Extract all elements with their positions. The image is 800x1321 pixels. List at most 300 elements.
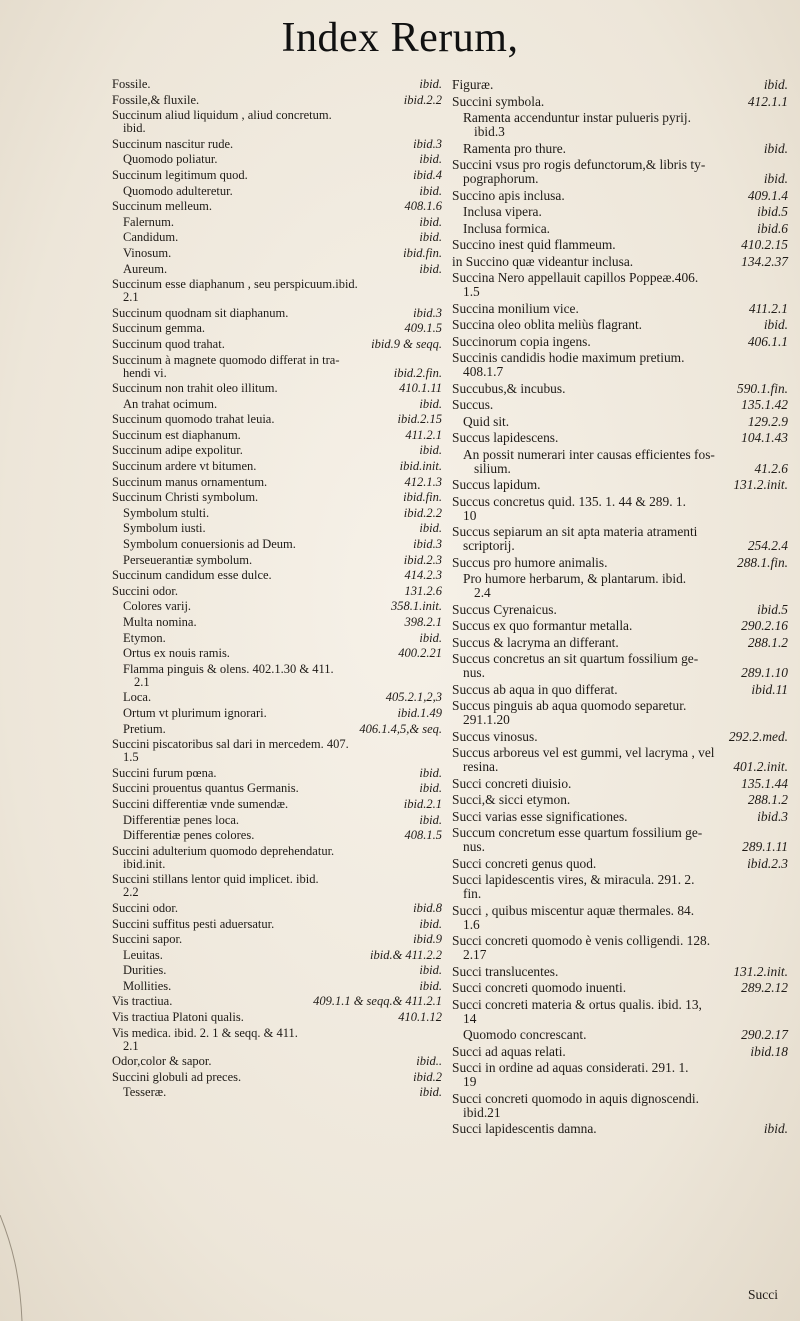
page-reference: 410.1.12 [398, 1010, 442, 1025]
page-reference: 408.1.6 [404, 199, 442, 214]
page-reference: 290.2.17 [741, 1027, 788, 1042]
page-reference: 414.2.3 [404, 568, 442, 583]
entry-text: Succinum melleum. [112, 199, 212, 214]
page-reference: ibid.4 [413, 167, 442, 182]
index-entry [452, 699, 788, 727]
page-reference: ibid.& 411.2.2 [370, 947, 442, 962]
index-entry [112, 814, 442, 827]
entry-text: Succinum quomodo trahat leuia. [112, 412, 275, 427]
index-entry [452, 525, 788, 553]
entry-text: Vinosum. [123, 245, 172, 260]
index-entry [112, 738, 442, 764]
entry-text: An trahat ocimum. [123, 396, 218, 411]
index-entry [452, 793, 788, 807]
entry-text: Succi concreti quomodo è venis colligendi. 128. [452, 933, 711, 948]
entry-text: Vis tractiua. [112, 994, 173, 1009]
page-reference: 410.2.15 [741, 237, 788, 252]
page-reference: ibid.. [416, 1054, 442, 1069]
page-reference: ibid. [419, 765, 442, 780]
entry-text: Inclusa vipera. [463, 204, 542, 219]
page-reference: 412.1.1 [747, 93, 788, 109]
index-entry [112, 169, 442, 182]
entry-text: Differentiæ penes colores. [123, 828, 255, 843]
index-entry [112, 647, 442, 660]
entry-continuation: 2.2 [123, 885, 139, 900]
entry-text: Figuræ. [452, 77, 494, 92]
entry-continuation: nus. [463, 665, 485, 680]
entry-continuation: nus. [463, 839, 485, 854]
page-reference: 292.2.med. [728, 728, 788, 744]
page-reference: ibid.9 & seqq. [371, 336, 442, 351]
entry-text: Quomodo concrescant. [463, 1027, 587, 1042]
entry-text: Succus concretus quid. 135. 1. 44 & 289. 1. [452, 493, 686, 509]
page-reference: 288.1.2 [747, 634, 788, 650]
entry-continuation: 1.6 [463, 916, 480, 932]
entry-text: Succini piscatoribus sal dari in mercedem. 407. [112, 737, 349, 752]
entry-text: Falernum. [123, 214, 175, 229]
page-reference: ibid.3 [413, 305, 442, 320]
entry-text: Succus pro humore animalis. [452, 554, 608, 570]
page-reference: 290.2.16 [741, 618, 788, 633]
page-reference: ibid.3 [413, 136, 442, 151]
page-reference: 289.1.10 [741, 665, 788, 680]
index-entry [112, 444, 442, 457]
index-entry [452, 302, 788, 316]
entry-text: Succina monilium vice. [452, 300, 579, 316]
index-entry [452, 603, 788, 617]
index-entry [112, 153, 442, 166]
entry-text: Quid sit. [463, 413, 510, 429]
page-title: Index Rerum, [281, 15, 519, 61]
entry-text: Succinum gemma. [112, 321, 206, 336]
index-entry [112, 995, 442, 1008]
page-reference: ibid. [419, 781, 442, 796]
page-reference: 411.2.1 [405, 427, 442, 442]
index-entry [112, 398, 442, 411]
entry-text: Multa nomina. [123, 615, 197, 629]
entry-text: Tesseræ. [123, 1085, 167, 1100]
index-entry [452, 448, 788, 476]
page-reference: ibid. [419, 916, 442, 931]
entry-text: Succi translucentes. [452, 963, 559, 979]
index-entry [452, 746, 788, 774]
index-entry [112, 554, 442, 567]
page-reference: 412.1.3 [404, 474, 442, 489]
index-entry [452, 981, 788, 995]
index-entry [112, 185, 442, 198]
index-entry [112, 933, 442, 946]
index-entry [112, 902, 442, 915]
entry-text: Succi lapidescentis damna. [452, 1121, 597, 1136]
index-entry [112, 616, 442, 629]
page-reference: ibid.5 [757, 601, 788, 617]
index-entry [112, 691, 442, 704]
index-entry [452, 1092, 788, 1120]
page-reference: 135.1.44 [741, 775, 788, 791]
entry-text: Succina oleo oblita meliùs flagrant. [452, 317, 643, 332]
index-entry [452, 255, 788, 269]
entry-text: Succini symbola. [452, 93, 545, 109]
index-entry [452, 652, 788, 680]
index-entry [452, 934, 788, 962]
page-reference: 401.2.init. [733, 759, 788, 774]
index-entry [112, 354, 442, 380]
index-entry [452, 78, 788, 92]
entry-text: Succini adulterium quomodo deprehendatur. [112, 843, 335, 858]
page-reference: ibid. [419, 261, 442, 276]
entry-text: Vis medica. ibid. 2. 1 & seqq. & 411. [112, 1025, 298, 1040]
page-reference: ibid.fin. [403, 245, 442, 260]
index-entry [112, 632, 442, 645]
index-entry [112, 845, 442, 871]
page-reference: ibid.5 [757, 204, 788, 219]
index-entry [112, 723, 442, 736]
index-entry [112, 231, 442, 244]
index-entry [452, 158, 788, 186]
page-reference: ibid.fin. [403, 490, 442, 505]
page-reference: 131.2.init. [733, 963, 788, 979]
index-entry [112, 94, 442, 107]
entry-text: Succus concretus an sit quartum fossilium ge- [452, 651, 699, 666]
page-reference: ibid.3 [413, 537, 442, 552]
entry-text: Succi in ordine ad aquas considerati. 291. 1. [452, 1060, 689, 1075]
page-reference: ibid. [419, 812, 442, 827]
entry-continuation: hendi vi. [123, 365, 167, 380]
entry-text: Succinis candidis hodie maximum pretium. [452, 350, 685, 365]
page-reference: 131.2.6 [404, 583, 442, 598]
entry-text: Succi , quibus miscentur aquæ thermales. 84. [452, 902, 695, 918]
index-entry [452, 965, 788, 979]
entry-text: Succinorum copia ingens. [452, 333, 591, 349]
entry-text: Succi,& sicci etymon. [452, 792, 571, 807]
page-reference: 254.2.4 [747, 538, 788, 553]
page-reference: 409.1.1 & seqq.& 411.2.1 [313, 994, 442, 1009]
entry-text: Succus. [452, 397, 494, 412]
entry-continuation: 19 [463, 1074, 477, 1089]
page-reference: 398.2.1 [404, 615, 442, 629]
page-reference: ibid. [419, 630, 442, 645]
page-reference: ibid.6 [757, 220, 788, 236]
index-entry [452, 111, 788, 139]
page-reference: ibid. [419, 183, 442, 198]
entry-text: Succinum quodnam sit diaphanum. [112, 305, 289, 320]
index-entry [452, 95, 788, 109]
index-entry [452, 998, 788, 1026]
index-entry [112, 413, 442, 426]
page-reference: ibid. [763, 171, 788, 186]
index-entry [452, 478, 788, 492]
page-reference: 104.1.43 [741, 430, 788, 445]
entry-text: Succus Cyrenaicus. [452, 601, 557, 617]
page-reference: ibid.2.fin. [393, 365, 442, 380]
entry-text: Succini stillans lentor quid implicet. ibid. [112, 872, 319, 887]
page-reference: ibid.2.1 [403, 796, 442, 811]
page-reference: ibid.2.2 [403, 92, 442, 107]
index-entry [112, 429, 442, 442]
page-reference: 288.1.fin. [737, 554, 788, 570]
page-reference: ibid. [763, 140, 788, 156]
entry-text: Succi concreti quomodo inuenti. [452, 980, 627, 995]
page-reference: 289.1.11 [742, 839, 788, 854]
entry-text: Aureum. [123, 261, 168, 276]
page-reference: ibid.2.3 [747, 855, 788, 871]
index-entry [112, 216, 442, 229]
entry-text: Succi ad aquas relati. [452, 1043, 566, 1059]
entry-text: Quomodo poliatur. [123, 152, 218, 167]
index-entry [112, 307, 442, 320]
entry-text: Symbolum iusti. [123, 521, 206, 536]
index-entry [452, 398, 788, 412]
entry-continuation: silium. [474, 460, 511, 476]
index-entry [112, 138, 442, 151]
entry-text: Candidum. [123, 230, 179, 245]
entry-text: Succinum est diaphanum. [112, 427, 241, 442]
entry-text: Succini differentiæ vnde sumendæ. [112, 796, 289, 811]
entry-continuation: pographorum. [463, 171, 539, 186]
index-entry [112, 263, 442, 276]
index-entry [112, 1027, 442, 1053]
page-reference: ibid. [419, 396, 442, 411]
entry-text: Succini globuli ad preces. [112, 1069, 242, 1084]
entry-continuation: ibid.3 [474, 124, 505, 139]
index-entry [112, 476, 442, 489]
index-entry [452, 904, 788, 932]
entry-text: Succi concreti quomodo in aquis dignoscendi. [452, 1090, 699, 1106]
index-entry [452, 318, 788, 332]
index-entry [112, 569, 442, 582]
index-column-right [452, 78, 788, 1139]
page-reference: 406.1.4,5,& seq. [359, 721, 442, 736]
entry-continuation: scriptorij. [463, 538, 515, 553]
page-reference: 409.1.5 [404, 321, 442, 336]
page-reference: ibid.2 [413, 1069, 442, 1084]
page-reference: ibid. [419, 214, 442, 229]
entry-text: Colores varij. [123, 599, 192, 614]
entry-text: Succinum candidum esse dulce. [112, 568, 272, 583]
page-reference: 405.2.1,2,3 [385, 690, 442, 705]
index-entry [452, 142, 788, 156]
entry-text: Ortus ex nouis ramis. [123, 646, 230, 661]
entry-text: Succini furum pœna. [112, 765, 217, 780]
entry-continuation: ibid. [123, 121, 146, 136]
entry-text: Succini odor. [112, 900, 178, 915]
page-reference: ibid. [419, 443, 442, 458]
index-entry [112, 829, 442, 842]
page-reference: ibid.18 [750, 1043, 788, 1059]
entry-continuation: fin. [463, 886, 482, 901]
entry-text: Succini vsus pro rogis defunctorum,& libris ty- [452, 157, 706, 172]
page-reference: 134.2.37 [741, 253, 788, 269]
index-entry [452, 572, 788, 600]
index-entry [452, 873, 788, 901]
index-entry [112, 782, 442, 795]
index-entry [452, 351, 788, 379]
index-entry [452, 619, 788, 633]
entry-continuation: 291.1.20 [463, 712, 510, 727]
entry-text: in Succino quæ videantur inclusa. [452, 253, 634, 269]
entry-text: Succi concreti diuisio. [452, 775, 572, 791]
page-reference: 358.1.init. [390, 599, 442, 614]
page-reference: ibid. [419, 230, 442, 245]
page-reference: ibid.1.49 [397, 705, 442, 720]
page-reference: ibid.8 [413, 900, 442, 915]
entry-text: Succini sapor. [112, 932, 183, 947]
index-entry [112, 338, 442, 351]
page-reference: ibid. [419, 1085, 442, 1100]
index-entry [112, 538, 442, 551]
entry-text: Flamma pinguis & olens. 402.1.30 & 411. [123, 661, 334, 676]
entry-text: Succum concretum esse quartum fossilium ge- [452, 825, 703, 840]
page-reference: 41.2.6 [754, 460, 788, 476]
entry-text: Succinum non trahit oleo illitum. [112, 381, 278, 396]
index-entry [452, 415, 788, 429]
entry-text: Succus lapidescens. [452, 430, 559, 445]
entry-text: Fossile,& fluxile. [112, 92, 200, 107]
page-reference: 288.1.2 [747, 792, 788, 807]
entry-text: Succus sepiarum an sit apta materia atramenti [452, 524, 698, 539]
entry-text: Succubus,& incubus. [452, 380, 566, 396]
entry-continuation: 10 [463, 507, 477, 523]
catchword: Succi [748, 1287, 778, 1302]
index-entry [112, 522, 442, 535]
index-entry [452, 238, 788, 252]
entry-continuation: 2.1 [123, 290, 139, 305]
page-reference: ibid. [419, 978, 442, 993]
entry-text: Succinum esse diaphanum , seu perspicuum.ibid. [112, 277, 358, 292]
page-reference: 411.2.1 [748, 300, 788, 316]
entry-text: Symbolum conuersionis ad Deum. [123, 537, 296, 552]
entry-text: Succinum legitimum quod. [112, 167, 248, 182]
entry-text: Succina Nero appellauit capillos Poppeæ.406. [452, 270, 699, 285]
index-entry [112, 322, 442, 335]
index-entry [452, 636, 788, 650]
entry-text: Succus ex quo formantur metalla. [452, 618, 633, 633]
entry-text: Etymon. [123, 630, 166, 645]
entry-text: Succus ab aqua in quo differat. [452, 681, 618, 697]
entry-text: Ortum vt plurimum ignorari. [123, 705, 267, 720]
entry-text: Succus vinosus. [452, 728, 538, 744]
entry-text: Quomodo adulteretur. [123, 183, 233, 198]
index-entry [452, 431, 788, 445]
entry-continuation: 2.4 [474, 585, 491, 600]
index-entry [452, 382, 788, 396]
entry-text: Succinum quod trahat. [112, 336, 225, 351]
page-reference: ibid. [419, 77, 442, 91]
index-entry [112, 980, 442, 993]
entry-text: Succini suffitus pesti aduersatur. [112, 916, 275, 931]
page-reference: ibid.2.15 [397, 412, 442, 427]
entry-text: Succinum adipe expolitur. [112, 443, 243, 458]
page-reference: ibid. [763, 1121, 788, 1136]
entry-text: Loca. [123, 690, 152, 705]
page-reference: ibid.init. [399, 459, 442, 474]
index-entry [452, 777, 788, 791]
entry-continuation: 408.1.7 [463, 364, 504, 379]
entry-text: Succinum à magnete quomodo differat in tra- [112, 352, 340, 367]
page-reference: 131.2.init. [733, 477, 788, 492]
page-reference: 410.1.11 [399, 381, 442, 396]
page-reference: 590.1.fin. [737, 380, 788, 396]
page-edge-mark [0, 1215, 40, 1321]
entry-continuation: 1.5 [123, 750, 139, 765]
index-entry [112, 873, 442, 899]
entry-text: Symbolum stulti. [123, 505, 210, 520]
page-reference: ibid. [763, 77, 788, 92]
index-entry [452, 1045, 788, 1059]
entry-continuation: 14 [463, 1010, 477, 1026]
index-entry [452, 857, 788, 871]
index-entry [112, 798, 442, 811]
index-entry [112, 78, 442, 91]
entry-continuation: ibid.init. [123, 856, 166, 871]
index-column-left [112, 78, 442, 1102]
entry-text: Vis tractiua Platoni qualis. [112, 1010, 244, 1025]
entry-text: Mollities. [123, 978, 172, 993]
entry-text: Succi concreti materia & ortus qualis. ibid. 13, [452, 996, 702, 1012]
entry-text: Succinum ardere vt bitumen. [112, 459, 257, 474]
index-entry [452, 683, 788, 697]
index-entry [452, 495, 788, 523]
index-entry [452, 730, 788, 744]
index-entry [112, 949, 442, 962]
entry-text: Succus pinguis ab aqua quomodo separetur. [452, 698, 687, 713]
entry-text: Succi varias esse significationes. [452, 808, 628, 824]
page-reference: ibid. [419, 963, 442, 978]
page-reference: 408.1.5 [404, 828, 442, 843]
index-entry [112, 507, 442, 520]
page-reference: 400.2.21 [398, 646, 442, 661]
entry-text: Durities. [123, 963, 167, 978]
entry-text: Succino inest quid flammeum. [452, 237, 616, 252]
entry-continuation: resina. [463, 759, 499, 774]
entry-text: Succinum Christi symbolum. [112, 490, 259, 505]
entry-text: Pretium. [123, 721, 166, 736]
page-reference: ibid.11 [751, 681, 788, 697]
page-reference: ibid.3 [757, 808, 788, 824]
index-entry [112, 1071, 442, 1084]
entry-text: Succi lapidescentis vires, & miracula. 291. 2. [452, 872, 695, 887]
index-entry [112, 1011, 442, 1024]
entry-text: Odor,color & sapor. [112, 1054, 212, 1069]
entry-continuation: 1.5 [463, 284, 480, 299]
entry-text: Succinum aliud liquidum , aliud concretum. [112, 108, 332, 123]
index-entry [452, 826, 788, 854]
page-reference: 409.1.4 [747, 187, 788, 203]
entry-text: Succus & lacryma an differant. [452, 634, 619, 650]
entry-text: Succini prouentus quantus Germanis. [112, 781, 299, 796]
entry-continuation: 2.1 [134, 674, 150, 689]
page-reference: 129.2.9 [747, 413, 788, 429]
index-entry [112, 1086, 442, 1099]
entry-text: Succus arboreus vel est gummi, vel lacryma , vel [452, 745, 715, 760]
index-entry [112, 460, 442, 473]
index-entry [452, 205, 788, 219]
page-reference: ibid.2.3 [403, 552, 442, 567]
index-entry [112, 278, 442, 304]
entry-text: Pro humore herbarum, & plantarum. ibid. [463, 571, 687, 586]
index-entry [112, 585, 442, 598]
entry-continuation: 2.17 [463, 947, 487, 962]
index-entry [452, 1061, 788, 1089]
index-entry [112, 109, 442, 135]
index-entry [112, 600, 442, 613]
page-reference: 406.1.1 [747, 333, 788, 349]
index-entry [452, 335, 788, 349]
entry-text: Inclusa formica. [463, 220, 550, 236]
index-entry [112, 491, 442, 504]
entry-continuation: 2.1 [123, 1038, 139, 1053]
page-reference: ibid. [419, 152, 442, 167]
